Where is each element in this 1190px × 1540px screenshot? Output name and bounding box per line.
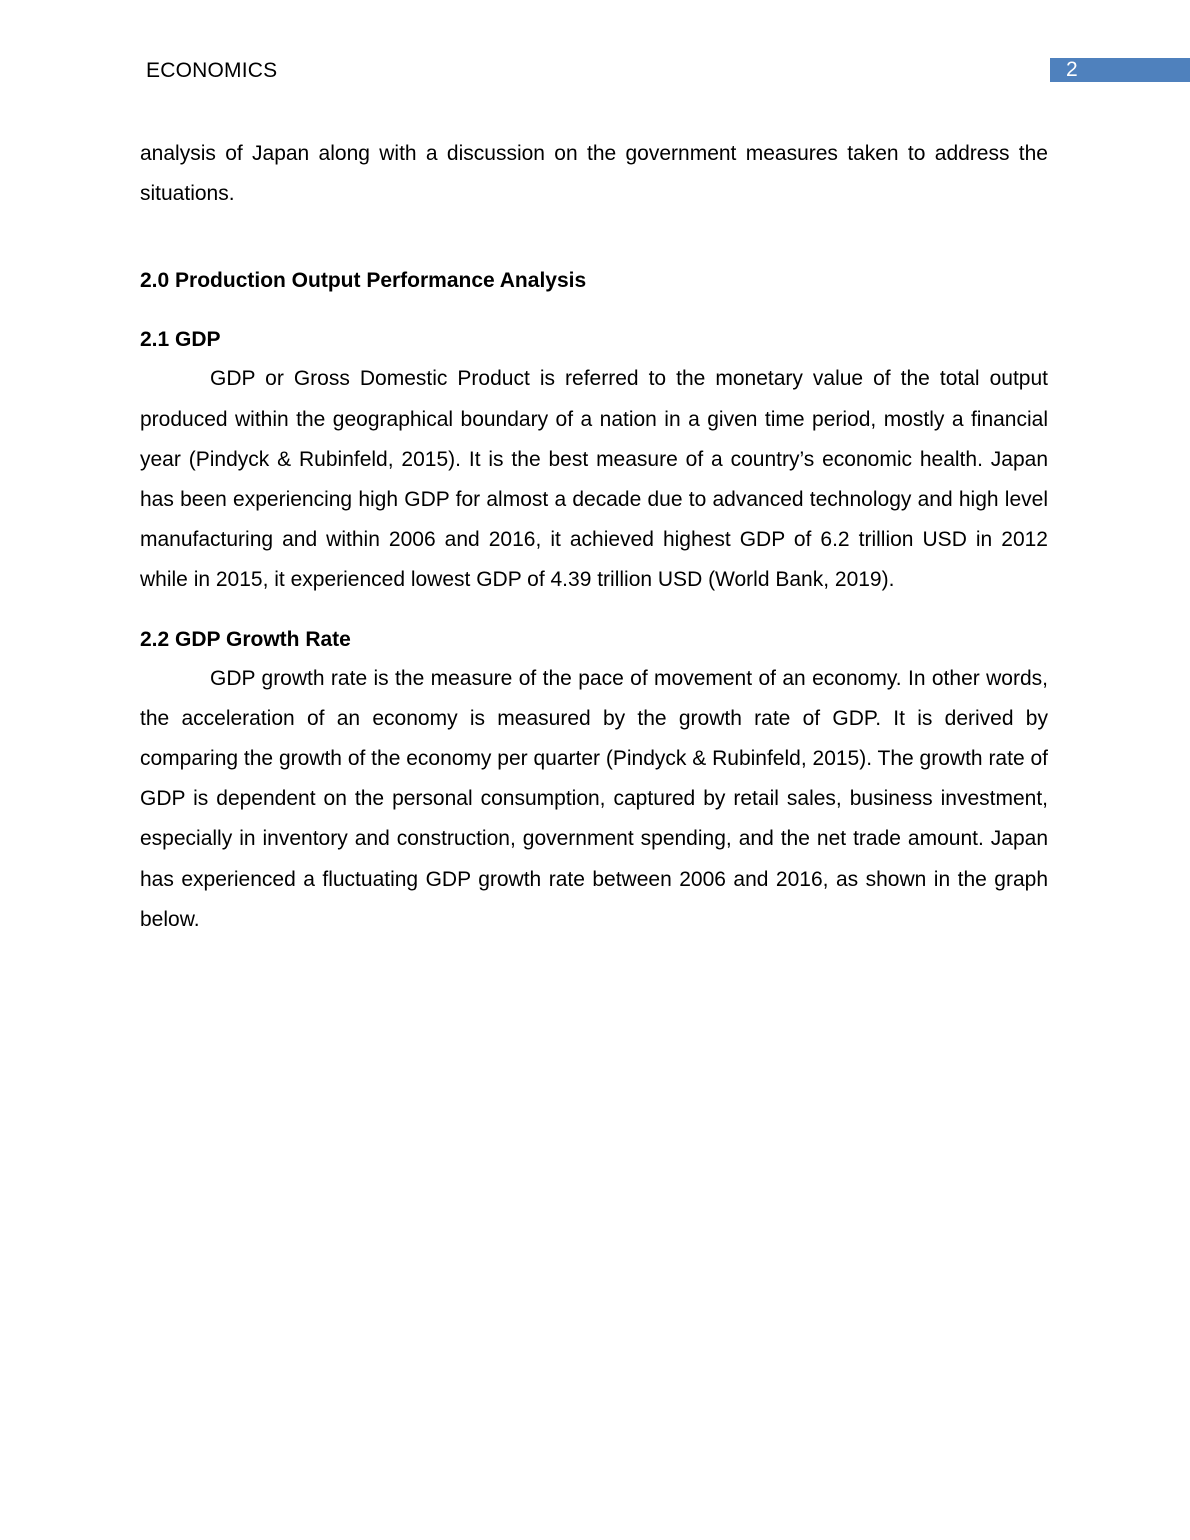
gdp-heading: 2.1 GDP: [140, 328, 221, 352]
page-number: 2: [1050, 58, 1190, 82]
growth-rate-heading: 2.2 GDP Growth Rate: [140, 627, 351, 651]
growth-rate-paragraph: GDP growth rate is the measure of the pace of movement of an economy. In other words, the acceleration of an economy is measured by the growth rate of GDP. It is derived by comparing the growth of the economy per quarter (Pindyck & Rubinfeld, 2015). The growth rate of GDP is dependent on the personal consumption, captured by retail sales, business investment, especially in inventory and construction, government spending, and the net trade amount. Japan has experienced a fluctuating GDP growth rate between 2006 and 2016, as shown in the graph below.: [140, 666, 1048, 931]
section-heading: 2.0 Production Output Performance Analysis: [140, 269, 587, 293]
gdp-paragraph: GDP or Gross Domestic Product is referred to the monetary value of the total output produced within the geographical boundary of a nation in a given time period, mostly a financial year (Pindyck & Rubinfeld, 2015). It is the best measure of a country’s economic health. Japan has been experiencing high GDP for almost a decade due to advanced technology and high level manufacturing and within 2006 and 2016, it achieved highest GDP of 6.2 trillion USD in 2012 while in 2015, it experienced lowest GDP of 4.39 trillion USD (World Bank, 2019).: [140, 367, 1048, 592]
running-head-title: ECONOMICS: [146, 59, 278, 82]
intro-paragraph: analysis of Japan along with a discussion on the government measures taken to address the situations.: [140, 142, 1048, 206]
document-body: [140, 134, 1048, 940]
